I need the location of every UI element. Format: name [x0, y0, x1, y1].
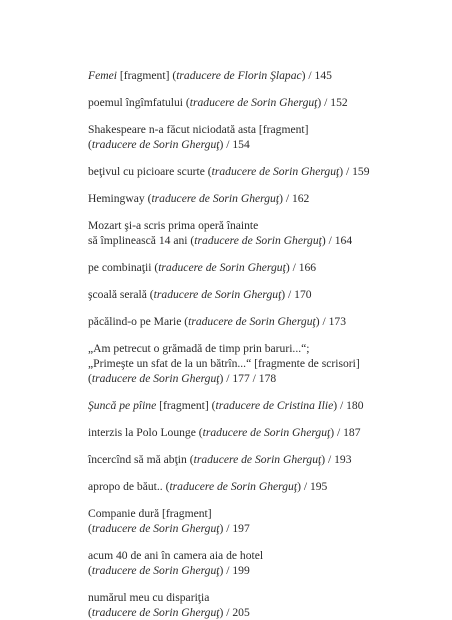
text-segment: [fragment] ( [116, 69, 177, 82]
toc-entry [88, 398, 412, 413]
toc-entry-line [88, 521, 412, 536]
text-segment: numărul meu cu dispariţia [88, 591, 210, 604]
text-segment: interzis la Polo Lounge ( [88, 426, 203, 439]
text-segment: „Am petrecut o grămadă de timp prin baruri...“; [88, 342, 310, 355]
toc-entry [88, 164, 412, 179]
toc-entry-line [88, 260, 412, 275]
italic-text: traducere de Cristina Ilie [215, 399, 334, 412]
text-segment: ( [88, 606, 92, 619]
text-segment: ) / 170 [281, 288, 312, 301]
text-segment: ) / 197 [219, 522, 250, 535]
text-segment: ) / 166 [285, 261, 317, 274]
text-segment: ) / 154 [219, 138, 250, 151]
text-segment: şcoală serală ( [88, 288, 154, 301]
toc-entry-line [88, 548, 412, 563]
text-segment: acum 40 de ani în camera aia de hotel [88, 549, 264, 562]
toc-entry [88, 122, 412, 152]
toc-entry [88, 479, 412, 494]
toc-entry-line [88, 425, 412, 440]
toc-entry [88, 314, 412, 329]
text-segment: păcălind-o pe Marie ( [88, 315, 189, 328]
text-segment: ) / 162 [279, 192, 310, 205]
italic-text: traducere de Sorin Gherguţ [91, 606, 220, 619]
text-segment: beţivul cu picioare scurte ( [88, 165, 212, 178]
text-segment: să împlinească 14 ani ( [88, 234, 195, 247]
italic-text: Şuncă pe pîine [88, 399, 157, 412]
toc-entry-line [88, 287, 412, 302]
italic-text: traducere de Sorin Gherguţ [211, 165, 340, 178]
italic-text: traducere de Florin Şlapac [176, 69, 302, 82]
text-segment: ) / 193 [321, 453, 352, 466]
toc-entry-line [88, 356, 412, 371]
italic-text: traducere de Sorin Gherguţ [153, 288, 282, 301]
toc-entry-line [88, 233, 412, 248]
toc-entry-line [88, 398, 412, 413]
text-segment: ) / 164 [321, 234, 353, 247]
toc-entry-line [88, 314, 412, 329]
toc-entry [88, 452, 412, 467]
toc-entry-line [88, 122, 412, 137]
toc-entry [88, 506, 412, 536]
toc-entry [88, 260, 412, 275]
text-segment: ) / 173 [315, 315, 347, 328]
text-segment: ) / 159 [339, 165, 370, 178]
toc-entry-line [88, 164, 412, 179]
italic-text: traducere de Sorin Gherguţ [194, 234, 322, 247]
text-segment: ) / 187 [330, 426, 361, 439]
toc-entry-line [88, 95, 412, 110]
text-segment: ( [88, 138, 92, 151]
toc-entry-line [88, 191, 412, 206]
toc-entry [88, 95, 412, 110]
italic-text: traducere de Sorin Gherguţ [193, 453, 322, 466]
text-segment: încercînd să mă abţin ( [88, 453, 194, 466]
toc-entry [88, 68, 412, 83]
toc-entry-line [88, 590, 412, 605]
italic-text: traducere de Sorin Gherguţ [91, 138, 220, 151]
toc-entry [88, 341, 412, 386]
table-of-contents [88, 68, 412, 620]
italic-text: traducere de Sorin Gherguţ [188, 315, 316, 328]
toc-entry [88, 548, 412, 578]
text-segment: Mozart şi-a scris prima operă înainte [88, 219, 259, 232]
text-segment: ) / 180 [333, 399, 364, 412]
italic-text: traducere de Sorin Gherguţ [151, 192, 280, 205]
italic-text: traducere de Sorin Gherguţ [91, 372, 220, 385]
toc-entry-line [88, 479, 412, 494]
text-segment: apropo de băut.. ( [88, 480, 170, 493]
text-segment: Hemingway ( [88, 192, 152, 205]
text-segment: pe combinaţii ( [88, 261, 159, 274]
italic-text: traducere de Sorin Gherguţ [169, 480, 298, 493]
toc-entry [88, 590, 412, 620]
italic-text: traducere de Sorin Gherguţ [202, 426, 331, 439]
text-segment: „Primeşte un sfat de la un bătrîn...“ [fragmente de scrisori] [88, 357, 360, 370]
toc-entry-line [88, 452, 412, 467]
italic-text: traducere de Sorin Gherguţ [158, 261, 286, 274]
toc-entry-line [88, 341, 412, 356]
toc-entry-line [88, 218, 412, 233]
text-segment: ) / 145 [301, 69, 332, 82]
text-segment: poemul îngîmfatului ( [88, 96, 190, 109]
toc-entry [88, 218, 412, 248]
italic-text: traducere de Sorin Gherguţ [91, 522, 220, 535]
italic-text: Femei [88, 69, 117, 82]
toc-entry [88, 191, 412, 206]
text-segment: ) / 199 [219, 564, 250, 577]
toc-entry-line [88, 506, 412, 521]
text-segment: Shakespeare n-a făcut niciodată asta [fragment] [88, 123, 309, 136]
text-segment: ( [88, 522, 92, 535]
toc-entry-line [88, 137, 412, 152]
toc-entry [88, 425, 412, 440]
toc-entry-line [88, 605, 412, 620]
text-segment: ) / 195 [297, 480, 328, 493]
toc-entry-line [88, 563, 412, 578]
text-segment: Companie dură [fragment] [88, 507, 212, 520]
text-segment: ( [88, 564, 92, 577]
text-segment: [fragment] ( [156, 399, 216, 412]
italic-text: traducere de Sorin Gherguţ [189, 96, 318, 109]
italic-text: traducere de Sorin Gherguţ [91, 564, 220, 577]
toc-entry-line [88, 371, 412, 386]
text-segment: ) / 177 / 178 [219, 372, 277, 385]
toc-entry [88, 287, 412, 302]
text-segment: ) / 152 [317, 96, 348, 109]
text-segment: ( [88, 372, 92, 385]
text-segment: ) / 205 [219, 606, 250, 619]
toc-entry-line [88, 68, 412, 83]
